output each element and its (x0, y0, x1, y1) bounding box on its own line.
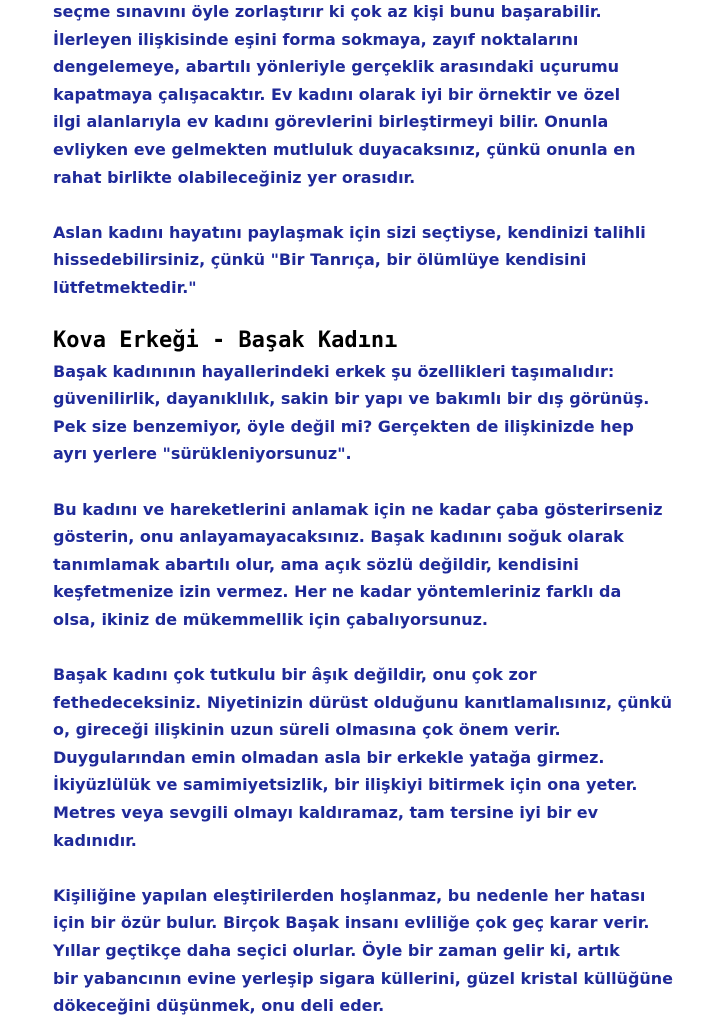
text-line: kapatmaya çalışacaktır. Ev kadını olarak iyi bir örnektir ve özel (53, 84, 621, 104)
paragraph-4 (53, 496, 713, 634)
paragraph-gap (53, 302, 713, 316)
text-line: keşfetmenize izin vermez. Her ne kadar yöntemleriniz farklı da (53, 582, 622, 602)
text-line: Metres veya sevgili olmayı kaldıramaz, tam tersine iyi bir ev (53, 803, 599, 823)
paragraph-3 (53, 358, 713, 468)
paragraph-2 (53, 219, 713, 302)
text-line: İlerleyen ilişkisinde eşini forma sokmaya, zayıf noktalarını (53, 29, 579, 49)
document-page (53, 0, 713, 1020)
text-line: tanımlamak abartılı olur, ama açık sözlü değildir, kendisini (53, 554, 579, 574)
text-line: seçme sınavını öyle zorlaştırır ki çok az kişi bunu başarabilir. (53, 2, 602, 21)
text-line: gösterin, onu anlayamayacaksınız. Başak kadınını soğuk olarak (53, 527, 624, 547)
text-line: Pek size benzemiyor, öyle değil mi? Gerçekten de ilişkinizde hep (53, 416, 634, 436)
text-line: ilgi alanlarıyla ev kadını görevlerini birleştirmeyi bilir. Onunla (53, 112, 609, 132)
text-line: dökeceğini düşünmek, onu deli eder. (53, 996, 385, 1016)
text-line: kadınıdır. (53, 830, 137, 850)
text-line: Başak kadınının hayallerindeki erkek şu özellikleri taşımalıdır: (53, 361, 615, 381)
text-line: için bir özür bulur. Birçok Başak insanı evliliğe çok geç karar verir. (53, 913, 650, 933)
text-line: hissedebilirsiniz, çünkü "Bir Tanrıça, bir ölümlüye kendisini (53, 250, 587, 270)
text-line: bir yabancının evine yerleşip sigara küllerini, güzel kristal küllüğüne (53, 968, 674, 988)
section-heading: Kova Erkeği - Başak Kadını (53, 327, 398, 353)
text-line: Bu kadını ve hareketlerini anlamak için ne kadar çaba gösterirseniz (53, 499, 663, 519)
text-line: dengelemeye, abartılı yönleriyle gerçeklik arasındaki uçurumu (53, 57, 620, 77)
paragraph-gap (53, 191, 713, 219)
text-line: rahat birlikte olabileceğiniz yer orasıdır. (53, 167, 416, 187)
paragraph-1 (53, 0, 713, 191)
paragraph-5 (53, 661, 713, 854)
text-line: Yıllar geçtikçe daha seçici olurlar. Öyle bir zaman gelir ki, artık (53, 941, 620, 960)
text-line: o, gireceği ilişkinin uzun süreli olmasına çok önem verir. (53, 720, 561, 740)
paragraph-gap (53, 633, 713, 661)
text-line: güvenilirlik, dayanıklılık, sakin bir yapı ve bakımlı bir dış görünüş. (53, 389, 650, 409)
text-line: ayrı yerlere "sürükleniyorsunuz". (53, 444, 352, 464)
text-line: Başak kadını çok tutkulu bir âşık değildir, onu çok zor (53, 665, 537, 685)
text-line: Duygularından emin olmadan asla bir erkekle yatağa girmez. (53, 747, 605, 767)
text-line: olsa, ikiniz de mükemmellik için çabalıyorsunuz. (53, 609, 488, 629)
paragraph-gap (53, 468, 713, 496)
paragraph-gap (53, 854, 713, 882)
text-line: fethedeceksiniz. Niyetinizin dürüst olduğunu kanıtlamalısınız, çünkü (53, 692, 672, 712)
text-line: İkiyüzlülük ve samimiyetsizlik, bir ilişkiyi bitirmek için ona yeter. (53, 775, 638, 795)
text-line: evliyken eve gelmekten mutluluk duyacaksınız, çünkü onunla en (53, 139, 636, 159)
text-line: Aslan kadını hayatını paylaşmak için sizi seçtiyse, kendinizi talihli (53, 222, 646, 242)
text-line: lütfetmektedir." (53, 277, 197, 297)
paragraph-6 (53, 882, 713, 1020)
text-line: Kişiliğine yapılan eleştirilerden hoşlanmaz, bu nedenle her hatası (53, 885, 646, 905)
